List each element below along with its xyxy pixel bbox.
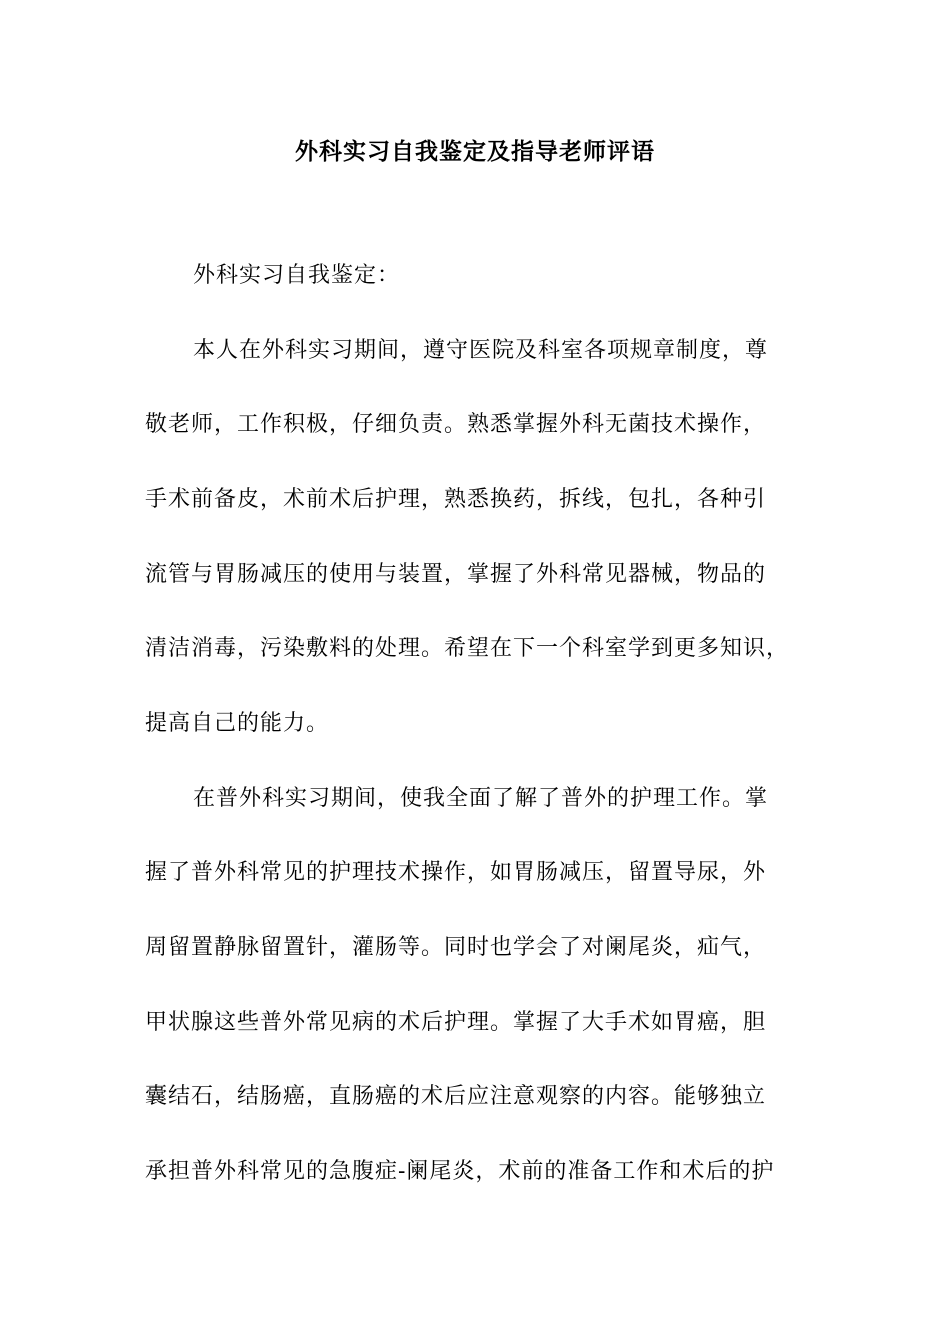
paragraph2-line-1: 在普外科实习期间，使我全面了解了普外的护理工作。掌 — [193, 786, 769, 811]
paragraph2-line-4: 甲状腺这些普外常见病的术后护理。掌握了大手术如胃癌，胆 — [145, 1010, 767, 1035]
paragraph2-line-5: 囊结石，结肠癌，直肠癌的术后应注意观察的内容。能够独立 — [145, 1084, 767, 1109]
paragraph1-line-5: 清洁消毒，污染敷料的处理。希望在下一个科室学到更多知识， — [145, 636, 790, 661]
paragraph1-line-1: 本人在外科实习期间，遵守医院及科室各项规章制度，尊 — [193, 338, 769, 363]
paragraph1-line-3: 手术前备皮，术前术后护理，熟悉换药，拆线，包扎，各种引 — [145, 487, 767, 512]
paragraph2-line-6: 承担普外科常见的急腹症-阑尾炎，术前的准备工作和术后的护 — [145, 1159, 775, 1184]
document-title: 外科实习自我鉴定及指导老师评语 — [295, 139, 655, 165]
paragraph1-line-2: 敬老师，工作积极，仔细负责。熟悉掌握外科无菌技术操作， — [145, 412, 767, 437]
section-heading: 外科实习自我鉴定： — [193, 263, 401, 288]
paragraph2-line-3: 周留置静脉留置针，灌肠等。同时也学会了对阑尾炎，疝气， — [145, 935, 767, 960]
paragraph1-line-4: 流管与胃肠减压的使用与装置，掌握了外科常见器械，物品的 — [145, 562, 767, 587]
paragraph2-line-2: 握了普外科常见的护理技术操作，如胃肠减压，留置导尿，外 — [145, 860, 767, 885]
paragraph1-line-6: 提高自己的能力。 — [145, 711, 330, 736]
